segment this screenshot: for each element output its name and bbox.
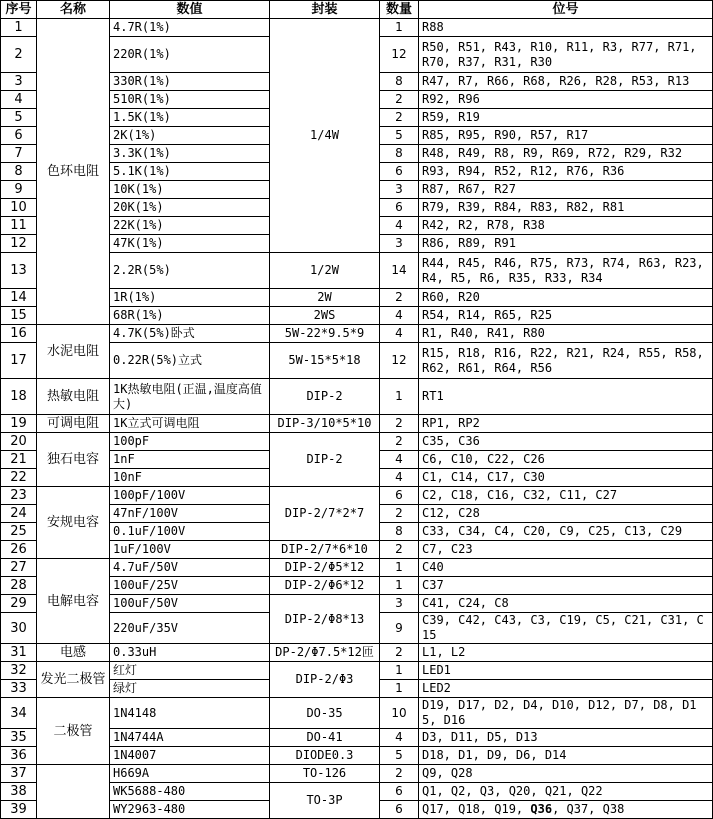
component-name: 可调电阻 <box>37 415 110 433</box>
component-value: 100pF <box>110 433 270 451</box>
component-references: R79, R39, R84, R83, R82, R81 <box>419 199 713 217</box>
component-name: 色环电阻 <box>37 19 110 325</box>
row-index: 32 <box>1 662 37 680</box>
component-package: DIP-2/Φ3 <box>270 662 380 698</box>
component-package: 2W <box>270 289 380 307</box>
component-value: H669A <box>110 765 270 783</box>
row-index: 18 <box>1 379 37 415</box>
component-package: DIP-2/Φ8*13 <box>270 595 380 644</box>
component-value: 0.22R(5%)立式 <box>110 343 270 379</box>
table-row <box>1 325 713 343</box>
component-name: 安规电容 <box>37 487 110 559</box>
component-value: 10K(1%) <box>110 181 270 199</box>
component-value: 0.1uF/100V <box>110 523 270 541</box>
component-quantity: 2 <box>380 765 419 783</box>
component-references: D18, D1, D9, D6, D14 <box>419 747 713 765</box>
row-index: 5 <box>1 109 37 127</box>
component-references: C41, C24, C8 <box>419 595 713 613</box>
table-row <box>1 698 713 729</box>
component-name: 热敏电阻 <box>37 379 110 415</box>
row-index: 28 <box>1 577 37 595</box>
component-package: DIP-2 <box>270 433 380 487</box>
component-quantity: 4 <box>380 729 419 747</box>
component-quantity: 12 <box>380 343 419 379</box>
component-quantity: 8 <box>380 145 419 163</box>
component-package: DIP-2/7*6*10 <box>270 541 380 559</box>
component-quantity: 9 <box>380 613 419 644</box>
component-value: WK5688-480 <box>110 783 270 801</box>
component-value: 1N4744A <box>110 729 270 747</box>
component-value: 2K(1%) <box>110 127 270 145</box>
component-name: 电解电容 <box>37 559 110 644</box>
component-references <box>419 801 713 819</box>
component-value: 20K(1%) <box>110 199 270 217</box>
row-index: 13 <box>1 253 37 289</box>
component-value: 1K立式可调电阻 <box>110 415 270 433</box>
row-index: 37 <box>1 765 37 783</box>
component-references: R86, R89, R91 <box>419 235 713 253</box>
component-quantity: 3 <box>380 235 419 253</box>
component-references: R60, R20 <box>419 289 713 307</box>
header-package: 封装 <box>270 1 380 19</box>
row-index: 22 <box>1 469 37 487</box>
component-references: C6, C10, C22, C26 <box>419 451 713 469</box>
component-quantity: 8 <box>380 73 419 91</box>
component-references: R1, R40, R41, R80 <box>419 325 713 343</box>
component-name: 二极管 <box>37 698 110 765</box>
table-row <box>1 19 713 37</box>
component-quantity: 3 <box>380 595 419 613</box>
component-value: 10nF <box>110 469 270 487</box>
component-quantity: 2 <box>380 505 419 523</box>
row-index: 10 <box>1 199 37 217</box>
component-references: LED1 <box>419 662 713 680</box>
component-quantity: 6 <box>380 487 419 505</box>
component-quantity: 4 <box>380 307 419 325</box>
component-references: C39, C42, C43, C3, C19, C5, C21, C31, C15 <box>419 613 713 644</box>
component-references: R47, R7, R66, R68, R26, R28, R53, R13 <box>419 73 713 91</box>
component-value: 220R(1%) <box>110 37 270 73</box>
header-quantity: 数量 <box>380 1 419 19</box>
row-index: 39 <box>1 801 37 819</box>
component-value: 100uF/50V <box>110 595 270 613</box>
component-quantity: 1 <box>380 577 419 595</box>
component-quantity: 1 <box>380 680 419 698</box>
row-index: 2 <box>1 37 37 73</box>
component-references: R93, R94, R52, R12, R76, R36 <box>419 163 713 181</box>
row-index: 34 <box>1 698 37 729</box>
component-package: DIP-3/10*5*10 <box>270 415 380 433</box>
component-quantity: 6 <box>380 163 419 181</box>
component-package: 5W-15*5*18 <box>270 343 380 379</box>
component-name: 发光二极管 <box>37 662 110 698</box>
component-references: R50, R51, R43, R10, R11, R3, R77, R71, R70, R37, R31, R30 <box>419 37 713 73</box>
component-name: 水泥电阻 <box>37 325 110 379</box>
component-package: DIP-2/Φ5*12 <box>270 559 380 577</box>
row-index: 15 <box>1 307 37 325</box>
component-value: 1.5K(1%) <box>110 109 270 127</box>
component-value: 330R(1%) <box>110 73 270 91</box>
component-package: DIP-2 <box>270 379 380 415</box>
row-index: 25 <box>1 523 37 541</box>
component-value: 47nF/100V <box>110 505 270 523</box>
row-index: 38 <box>1 783 37 801</box>
component-name: 电感 <box>37 644 110 662</box>
table-row <box>1 559 713 577</box>
row-index: 4 <box>1 91 37 109</box>
component-value: WY2963-480 <box>110 801 270 819</box>
header-reference: 位号 <box>419 1 713 19</box>
component-package: TO-3P <box>270 783 380 819</box>
component-references: D3, D11, D5, D13 <box>419 729 713 747</box>
component-quantity: 2 <box>380 415 419 433</box>
row-index: 21 <box>1 451 37 469</box>
component-quantity: 8 <box>380 523 419 541</box>
component-package: 1/2W <box>270 253 380 289</box>
component-references: C1, C14, C17, C30 <box>419 469 713 487</box>
component-quantity: 4 <box>380 469 419 487</box>
row-index: 23 <box>1 487 37 505</box>
component-references: R15, R18, R16, R22, R21, R24, R55, R58, R62, R61, R64, R56 <box>419 343 713 379</box>
component-value: 4.7uF/50V <box>110 559 270 577</box>
component-value: 47K(1%) <box>110 235 270 253</box>
component-references: C33, C34, C4, C20, C9, C25, C13, C29 <box>419 523 713 541</box>
component-value: 100pF/100V <box>110 487 270 505</box>
component-quantity: 2 <box>380 433 419 451</box>
row-index: 33 <box>1 680 37 698</box>
component-quantity: 12 <box>380 37 419 73</box>
component-references: RT1 <box>419 379 713 415</box>
component-quantity: 2 <box>380 289 419 307</box>
component-package: 5W-22*9.5*9 <box>270 325 380 343</box>
table-row <box>1 765 713 783</box>
component-references: C7, C23 <box>419 541 713 559</box>
component-value: 1K热敏电阻(正温,温度高值大) <box>110 379 270 415</box>
component-quantity: 6 <box>380 199 419 217</box>
table-row <box>1 379 713 415</box>
component-package: DP-2/Φ7.5*12匝 <box>270 644 380 662</box>
component-references: RP1, RP2 <box>419 415 713 433</box>
component-value: 0.33uH <box>110 644 270 662</box>
component-references: R88 <box>419 19 713 37</box>
component-references: LED2 <box>419 680 713 698</box>
component-references: R42, R2, R78, R38 <box>419 217 713 235</box>
component-package: DIP-2/Φ6*12 <box>270 577 380 595</box>
component-references: C37 <box>419 577 713 595</box>
row-index: 35 <box>1 729 37 747</box>
row-index: 29 <box>1 595 37 613</box>
row-index: 17 <box>1 343 37 379</box>
component-quantity: 1 <box>380 662 419 680</box>
component-quantity: 1 <box>380 19 419 37</box>
row-index: 30 <box>1 613 37 644</box>
component-quantity: 10 <box>380 698 419 729</box>
component-package: 2WS <box>270 307 380 325</box>
component-value: 1N4148 <box>110 698 270 729</box>
component-quantity: 5 <box>380 747 419 765</box>
component-quantity: 4 <box>380 325 419 343</box>
row-index: 16 <box>1 325 37 343</box>
component-value: 2.2R(5%) <box>110 253 270 289</box>
header-row <box>1 1 713 19</box>
row-index: 7 <box>1 145 37 163</box>
header-value: 数值 <box>110 1 270 19</box>
component-value: 绿灯 <box>110 680 270 698</box>
reference-text: , Q37, Q38 <box>552 802 625 816</box>
row-index: 6 <box>1 127 37 145</box>
component-quantity: 6 <box>380 783 419 801</box>
component-references: R87, R67, R27 <box>419 181 713 199</box>
component-name: 独石电容 <box>37 433 110 487</box>
component-value: 1N4007 <box>110 747 270 765</box>
row-index: 24 <box>1 505 37 523</box>
row-index: 19 <box>1 415 37 433</box>
component-value: 510R(1%) <box>110 91 270 109</box>
highlighted-reference: Q36 <box>530 802 553 816</box>
row-index: 27 <box>1 559 37 577</box>
component-references: C2, C18, C16, C32, C11, C27 <box>419 487 713 505</box>
table-row <box>1 415 713 433</box>
row-index: 14 <box>1 289 37 307</box>
component-quantity: 5 <box>380 127 419 145</box>
component-quantity: 14 <box>380 253 419 289</box>
component-references: R44, R45, R46, R75, R73, R74, R63, R23, R4, R5, R6, R35, R33, R34 <box>419 253 713 289</box>
row-index: 1 <box>1 19 37 37</box>
row-index: 11 <box>1 217 37 235</box>
row-index: 9 <box>1 181 37 199</box>
row-index: 12 <box>1 235 37 253</box>
component-value: 68R(1%) <box>110 307 270 325</box>
component-references: R59, R19 <box>419 109 713 127</box>
component-quantity: 1 <box>380 559 419 577</box>
component-quantity: 2 <box>380 644 419 662</box>
component-quantity: 2 <box>380 91 419 109</box>
row-index: 3 <box>1 73 37 91</box>
component-value: 220uF/35V <box>110 613 270 644</box>
component-quantity: 2 <box>380 109 419 127</box>
table-row <box>1 662 713 680</box>
component-quantity: 3 <box>380 181 419 199</box>
bom-body <box>1 19 713 819</box>
component-references: R54, R14, R65, R25 <box>419 307 713 325</box>
component-package: 1/4W <box>270 19 380 253</box>
component-references: Q1, Q2, Q3, Q20, Q21, Q22 <box>419 783 713 801</box>
component-package: DO-41 <box>270 729 380 747</box>
table-row <box>1 433 713 451</box>
component-references: C35, C36 <box>419 433 713 451</box>
row-index: 8 <box>1 163 37 181</box>
table-row <box>1 644 713 662</box>
component-quantity: 1 <box>380 379 419 415</box>
component-value: 22K(1%) <box>110 217 270 235</box>
row-index: 20 <box>1 433 37 451</box>
component-references: C12, C28 <box>419 505 713 523</box>
component-references: R48, R49, R8, R9, R69, R72, R29, R32 <box>419 145 713 163</box>
component-references: L1, L2 <box>419 644 713 662</box>
component-value: 红灯 <box>110 662 270 680</box>
component-value: 4.7R(1%) <box>110 19 270 37</box>
component-value: 5.1K(1%) <box>110 163 270 181</box>
component-quantity: 4 <box>380 217 419 235</box>
header-name: 名称 <box>37 1 110 19</box>
component-references: R85, R95, R90, R57, R17 <box>419 127 713 145</box>
component-references: Q9, Q28 <box>419 765 713 783</box>
component-value: 100uF/25V <box>110 577 270 595</box>
component-package: DIP-2/7*2*7 <box>270 487 380 541</box>
component-package: TO-126 <box>270 765 380 783</box>
component-package: DO-35 <box>270 698 380 729</box>
component-value: 1uF/100V <box>110 541 270 559</box>
row-index: 31 <box>1 644 37 662</box>
row-index: 36 <box>1 747 37 765</box>
component-value: 4.7K(5%)卧式 <box>110 325 270 343</box>
component-references: C40 <box>419 559 713 577</box>
component-quantity: 2 <box>380 541 419 559</box>
row-index: 26 <box>1 541 37 559</box>
component-quantity: 6 <box>380 801 419 819</box>
header-index: 序号 <box>1 1 37 19</box>
component-value: 3.3K(1%) <box>110 145 270 163</box>
component-quantity: 4 <box>380 451 419 469</box>
component-value: 1R(1%) <box>110 289 270 307</box>
component-package: DIODE0.3 <box>270 747 380 765</box>
component-references: D19, D17, D2, D4, D10, D12, D7, D8, D15, D16 <box>419 698 713 729</box>
component-references: R92, R96 <box>419 91 713 109</box>
reference-text: Q17, Q18, Q19, <box>422 802 531 816</box>
component-value: 1nF <box>110 451 270 469</box>
table-row <box>1 487 713 505</box>
